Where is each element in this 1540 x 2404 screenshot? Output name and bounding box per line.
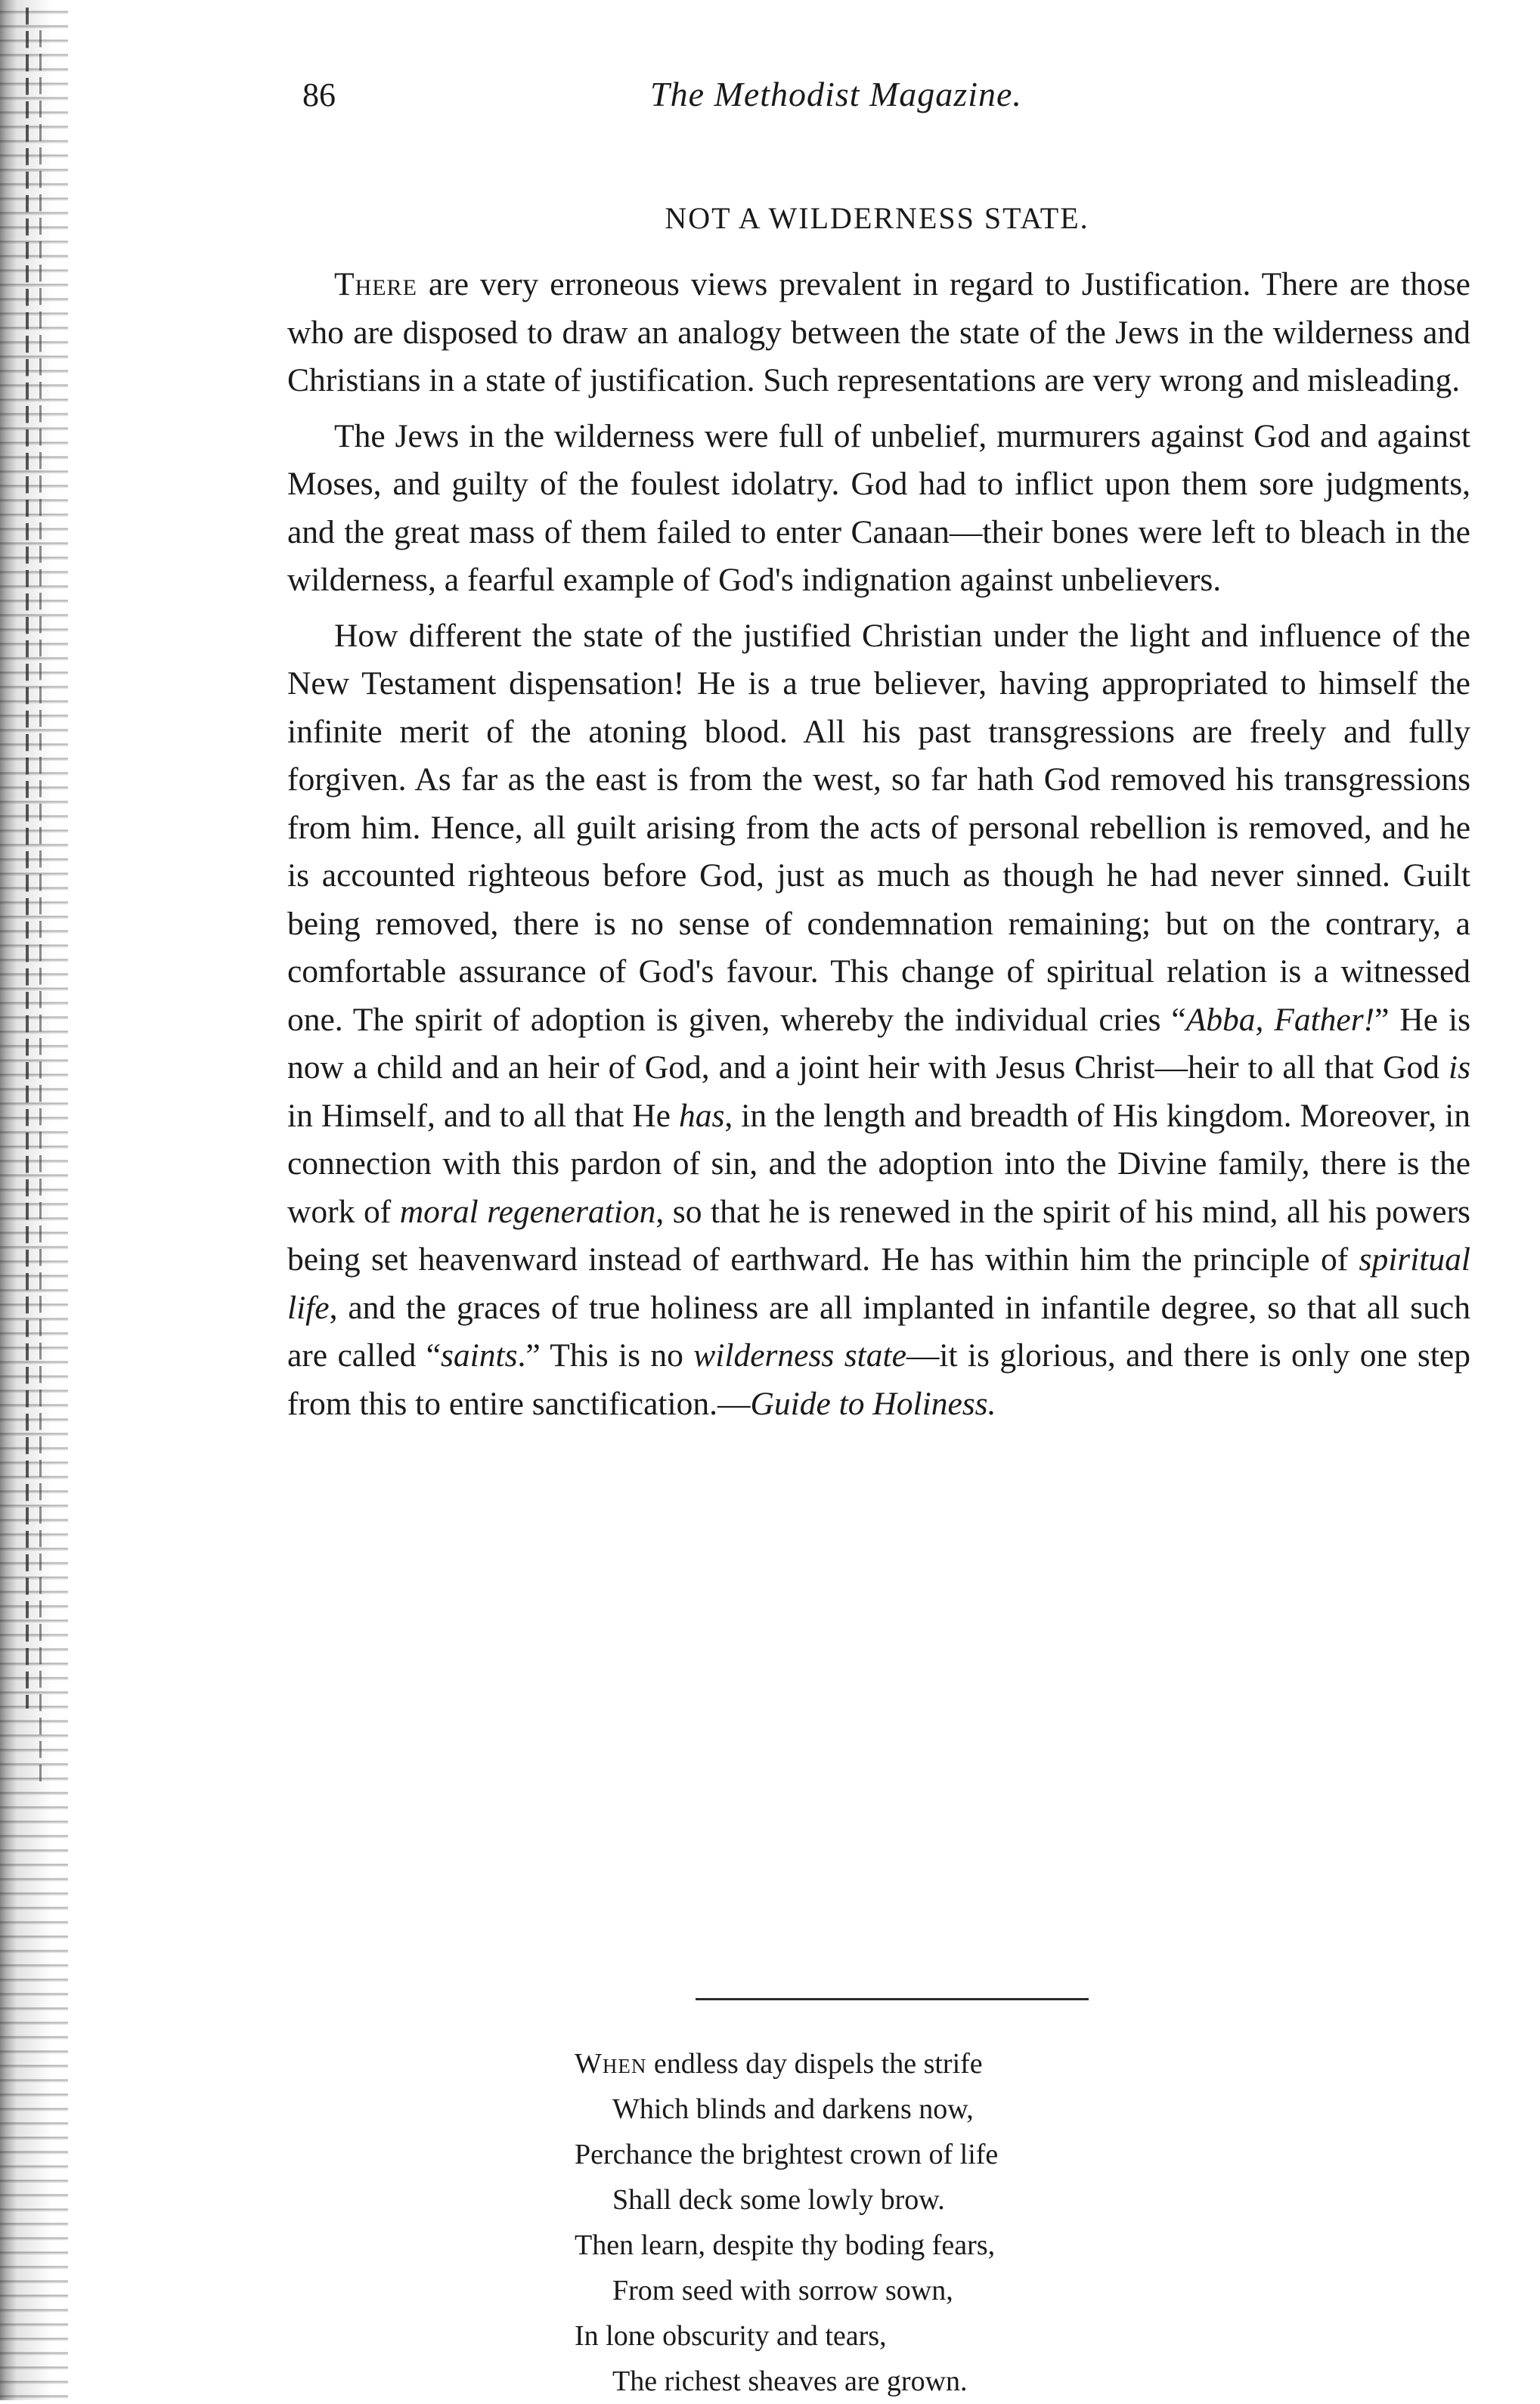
- source-citation: Guide to Holiness.: [750, 1385, 996, 1422]
- italic-phrase: has: [678, 1097, 725, 1134]
- poem-line: Perchance the brightest crown of life: [575, 2139, 999, 2170]
- journal-title: The Methodist Magazine.: [650, 75, 1022, 113]
- poem-line-text: endless day dispels the strife: [646, 2048, 983, 2080]
- poem: [575, 2041, 998, 2404]
- paragraph-text: —it is glorious, and there is only one step from this to entire sanctification.—: [287, 1337, 1470, 1422]
- paragraph: [287, 612, 1470, 1429]
- italic-phrase: is: [1448, 1049, 1470, 1086]
- section-divider: [696, 1998, 1089, 2000]
- binding-shadow-line: [39, 30, 42, 1784]
- article-body: [287, 261, 1470, 1436]
- poem-line: Which blinds and darkens now,: [612, 2093, 974, 2125]
- paragraph-text: .” This is no: [517, 1337, 694, 1374]
- italic-phrase: Abba, Father!: [1185, 1001, 1375, 1038]
- poem-line: The richest sheaves are grown.: [612, 2365, 968, 2397]
- poem-line: In lone obscurity and tears,: [575, 2320, 887, 2352]
- italic-phrase: moral regeneration: [399, 1193, 656, 1230]
- paragraph-text: in Himself, and to all that He: [287, 1097, 679, 1134]
- italic-phrase: spiritual life: [287, 1241, 1470, 1326]
- binding-shadow-line: [26, 8, 29, 1709]
- paragraph-text: ” He is now a child and an heir of God, and a joint heir with Jesus Christ—heir to all that God: [287, 1001, 1470, 1086]
- poem-line: Shall deck some lowly brow.: [612, 2184, 945, 2216]
- paragraph-text: , so that he is renewed in the spirit of his mind, all his powers being set heavenward instead of earthward. He has within him the principle of: [287, 1193, 1470, 1278]
- poem-first-word: When: [575, 2048, 647, 2080]
- italic-phrase: wilderness state: [693, 1337, 906, 1374]
- poem-line: Then learn, despite thy boding fears,: [575, 2229, 996, 2261]
- poem-line: From seed with sorrow sown,: [612, 2275, 953, 2306]
- page-number: 86: [302, 76, 336, 113]
- paragraph-text: How different the state of the justified Christian under the light and influence of the New Testament dispensation! He is a true believer, having appropriated to himself the infinite merit of the atoning blood. All his past transgressions are freely and fully forgiven. As far as the east is from the west, so far hath God removed his transgressions from him. Hence, all guilt arising from the acts of personal rebellion is removed, and he is accounted righteous before God, just as much as though he had never sinned. Guilt being removed, there is no sense of condemnation remaining; but on the contrary, a comfortable assurance of God's favour. This change of spiritual relation is a witnessed one. The spirit of adoption is given, whereby the individual cries “: [287, 617, 1470, 1038]
- running-head: [272, 68, 1482, 129]
- paragraph: [287, 261, 1470, 405]
- paragraph: The Jews in the wilderness were full of unbelief, murmurers against God and against Moses, and guilty of the foulest idolatry. God had to inflict upon them sore judgments, and the great mass of them failed to enter Canaan—their bones were left to bleach in the wilderness, a fearful example of God's indignation against unbelievers.: [287, 417, 1470, 598]
- drop-word: There: [334, 266, 417, 302]
- paragraph-text: are very erroneous views prevalent in regard to Justification. There are those who are disposed to draw an analogy between the state of the Jews in the wilderness and Christians in a state of justification. Such representations are very wrong and misleading.: [287, 266, 1470, 398]
- scanned-binding-edge: [0, 0, 68, 2400]
- paragraph-text: , and the graces of true holiness are all implanted in infantile degree, so that all such are called “: [287, 1289, 1470, 1374]
- article-title: NOT A WILDERNESS STATE.: [665, 201, 1089, 235]
- poem-line: [575, 2041, 998, 2086]
- paragraph-text: , in the length and breadth of His kingdom. Moreover, in connection with this pardon of sin, and the adoption into the Divine family, there is the work of: [287, 1097, 1470, 1230]
- italic-phrase: saints: [441, 1337, 518, 1374]
- magazine-page: [272, 68, 1482, 2397]
